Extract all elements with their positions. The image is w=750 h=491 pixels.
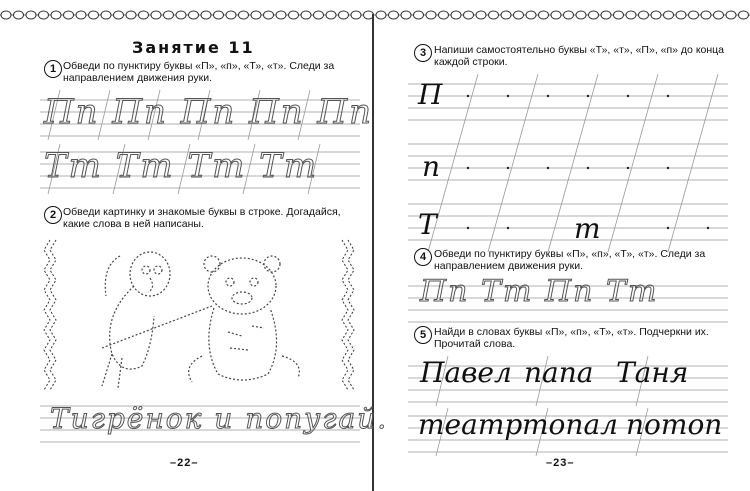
task4-instruction: Обведи по пунктиру буквы «П», «п», «Т», «т». Следи за направлением движения руки. bbox=[434, 248, 706, 272]
word-teatr: театр bbox=[418, 408, 523, 441]
parrot-outline bbox=[102, 252, 170, 388]
task4-trace-row: Пп Тт Пп Тт bbox=[420, 274, 659, 309]
task3-ruled-lines bbox=[408, 74, 728, 252]
lesson-title: Занятие 11 bbox=[132, 38, 255, 57]
task3-letter-p: п bbox=[422, 150, 441, 183]
right-page bbox=[378, 22, 750, 491]
task-number-5: 5 bbox=[414, 326, 432, 344]
tracing-picture bbox=[42, 236, 362, 396]
word-topal: топал bbox=[522, 408, 618, 441]
word-pavel: Павел bbox=[420, 356, 512, 389]
task3-letter-P: П bbox=[418, 78, 443, 111]
task1-trace-row2: Тт Тт Тт Тт bbox=[44, 146, 319, 186]
task1-instruction: Обведи по пунктиру буквы «П», «п», «Т», «т». Следи за направлением движения руки. bbox=[63, 60, 335, 84]
page-number-left: –22– bbox=[170, 457, 199, 469]
word-papa: папа bbox=[524, 356, 594, 389]
task3-letter-T: Т bbox=[418, 208, 437, 241]
task-number-3: 3 bbox=[414, 44, 432, 62]
left-page bbox=[0, 22, 389, 491]
bead-border bbox=[0, 8, 750, 22]
task2-trace-line: Тигрёнок и попугай. bbox=[50, 402, 389, 435]
word-tanya: Таня bbox=[616, 356, 689, 389]
task-number-1: 1 bbox=[44, 60, 62, 78]
task1-trace-row1: Пп Пп Пп Пп Пп bbox=[44, 92, 373, 132]
tiger-outline bbox=[189, 256, 300, 382]
task2-instruction: Обведи картинку и знакомые буквы в строке. Догадайся, какие слова в ней написаны. bbox=[63, 206, 341, 230]
task-number-4: 4 bbox=[414, 248, 432, 266]
task3-instruction: Напиши самостоятельно буквы «Т», «т», «П», «п» до конца каждой строки. bbox=[434, 44, 725, 68]
page-number-right: –23– bbox=[546, 457, 575, 469]
task3-letter-t: т bbox=[574, 212, 601, 245]
task5-instruction: Найди в словах буквы «П», «п», «Т», «т». Подчеркни их. Прочитай слова. bbox=[434, 326, 709, 350]
task-number-2: 2 bbox=[44, 206, 62, 224]
word-potop: потоп bbox=[626, 408, 723, 441]
